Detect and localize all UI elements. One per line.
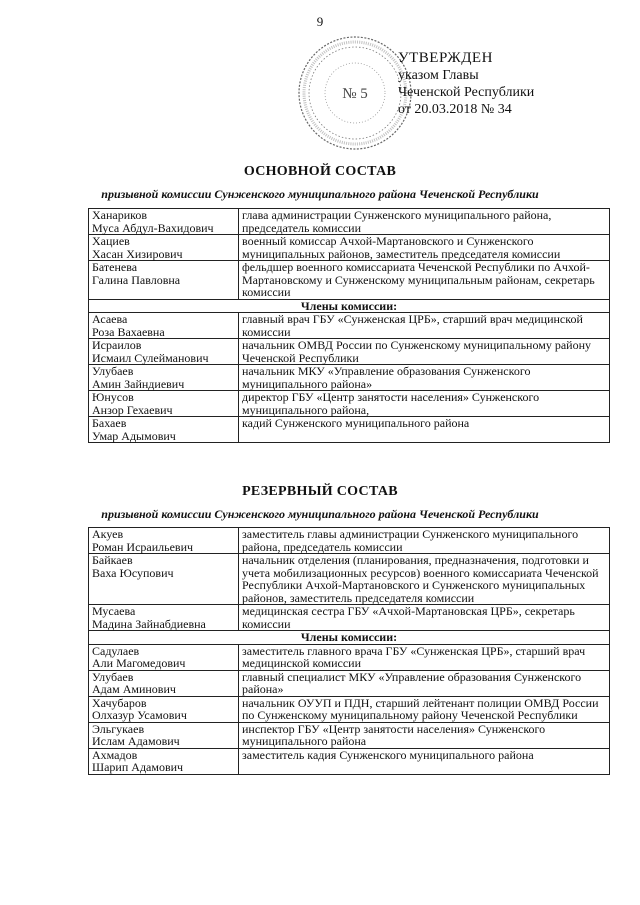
person-surname: Бахаев — [92, 416, 127, 430]
person-surname: Садулаев — [92, 643, 140, 658]
members-header: Члены комиссии: — [89, 299, 610, 313]
main-section-subtitle: призывной комиссии Сунженского муниципального района Чеченской Республики — [101, 187, 539, 201]
person-surname: Исраилов — [92, 338, 142, 352]
person-given-name: Муса Абдул-Вахидович — [92, 220, 214, 235]
page-number: 9 — [316, 14, 324, 29]
person-given-name: Анзор Гехаевич — [92, 402, 173, 417]
table-row — [89, 696, 610, 722]
reserve-section-title: РЕЗЕРВНЫЙ СОСТАВ — [242, 484, 398, 499]
table-row — [89, 748, 610, 774]
person-name-cell — [89, 748, 239, 774]
approval-title: УТВЕРЖДЕН — [398, 50, 493, 66]
person-role-cell: заместитель главного врача ГБУ «Сунженская ЦРБ», старший врач медицинской комиссии — [239, 644, 610, 670]
official-seal — [296, 34, 414, 152]
reserve-roster-table — [88, 527, 610, 775]
person-name-cell — [89, 209, 239, 235]
person-role-cell: военный комиссар Ачхой-Мартановского и Сунженского муниципальных районов, заместитель председателя комиссии — [239, 235, 610, 261]
person-role-cell: главный врач ГБУ «Сунженская ЦРБ», старший врач медицинской комиссии — [239, 313, 610, 339]
person-role-cell: заместитель кадия Сунженского муниципального района — [239, 748, 610, 774]
person-given-name: Галина Павловна — [92, 272, 181, 287]
person-surname: Эльгукаев — [92, 721, 145, 736]
table-row — [89, 528, 610, 554]
person-surname: Асаева — [92, 312, 128, 326]
person-surname: Улубаев — [92, 669, 134, 684]
table-row — [89, 605, 610, 631]
person-surname: Юнусов — [92, 390, 134, 404]
approval-line-1: указом Главы — [398, 68, 479, 83]
person-surname: Мусаева — [92, 604, 136, 618]
person-surname: Акуев — [92, 527, 124, 541]
person-surname: Хачубаров — [92, 695, 147, 710]
table-row — [89, 554, 610, 605]
table-row — [89, 644, 610, 670]
person-name-cell — [89, 339, 239, 365]
approval-line-2: Чеченской Республики — [398, 85, 535, 100]
approval-block — [398, 50, 534, 118]
person-name-cell — [89, 417, 239, 443]
person-name-cell — [89, 696, 239, 722]
person-surname: Ханариков — [92, 208, 148, 222]
person-name-cell — [89, 644, 239, 670]
person-role-cell: начальник отделения (планирования, предназначения, подготовки и учета мобилизационных ресурсов) военного комиссариата Чеченской Республики Ачхой-Мартановского и Сунженского муниципальных районов, заместитель председателя комиссии — [239, 554, 610, 605]
person-given-name: Роман Исраильевич — [92, 539, 194, 554]
table-row — [89, 235, 610, 261]
members-header-row — [89, 299, 610, 313]
person-role-cell: фельдшер военного комиссариата Чеченской Республики по Ачхой-Мартановскому и Сунженскому муниципальным районам, секретарь комиссии — [239, 261, 610, 300]
person-name-cell — [89, 261, 239, 300]
person-surname: Улубаев — [92, 364, 134, 378]
table-row — [89, 365, 610, 391]
person-name-cell — [89, 722, 239, 748]
person-role-cell: глава администрации Сунженского муниципального района, председатель комиссии — [239, 209, 610, 235]
person-given-name: Адам Аминович — [92, 682, 176, 696]
person-role-cell: начальник ОУУП и ПДН, старший лейтенант полиции ОМВД России по Сунженскому муниципальному району Чеченской Республики — [239, 696, 610, 722]
table-row — [89, 261, 610, 300]
table-row — [89, 209, 610, 235]
person-surname: Ахмадов — [92, 747, 138, 762]
person-name-cell — [89, 605, 239, 631]
table-row — [89, 391, 610, 417]
person-role-cell: главный специалист МКУ «Управление образования Сунженского района» — [239, 670, 610, 696]
person-given-name: Хасан Хизирович — [92, 246, 183, 261]
person-surname: Батенева — [92, 260, 138, 274]
person-given-name: Ваха Юсупович — [92, 565, 174, 580]
main-section-title: ОСНОВНОЙ СОСТАВ — [243, 164, 397, 179]
table-row — [89, 313, 610, 339]
person-given-name: Али Магомедович — [92, 656, 186, 670]
approval-line-3: от 20.03.2018 № 34 — [398, 102, 512, 117]
person-name-cell — [89, 391, 239, 417]
person-role-cell: начальник ОМВД России по Сунженскому муниципальному району Чеченской Республики — [239, 339, 610, 365]
person-given-name: Мадина Зайнабдиевна — [92, 616, 206, 631]
person-role-cell: медицинская сестра ГБУ «Ачхой-Мартановская ЦРБ», секретарь комиссии — [239, 605, 610, 631]
person-role-cell: кадий Сунженского муниципального района — [239, 417, 610, 443]
person-given-name: Амин Зайндиевич — [92, 376, 185, 391]
person-surname: Байкаев — [92, 553, 133, 567]
members-header: Члены комиссии: — [89, 631, 610, 645]
person-name-cell — [89, 554, 239, 605]
person-given-name: Ислам Адамович — [92, 734, 180, 748]
person-role-cell: заместитель главы администрации Сунженского муниципального района, председатель комиссии — [239, 528, 610, 554]
person-given-name: Олхазур Усамович — [92, 708, 187, 722]
person-name-cell — [89, 313, 239, 339]
person-given-name: Шарип Адамович — [92, 760, 184, 774]
table-row — [89, 339, 610, 365]
person-name-cell — [89, 365, 239, 391]
person-name-cell — [89, 670, 239, 696]
person-given-name: Умар Адымович — [92, 428, 176, 443]
person-role-cell: начальник МКУ «Управление образования Сунженского муниципального района» — [239, 365, 610, 391]
person-given-name: Исмаил Сулейманович — [92, 350, 209, 365]
person-surname: Хациев — [92, 234, 130, 248]
main-roster-table — [88, 208, 610, 443]
person-given-name: Роза Вахаевна — [92, 324, 165, 339]
person-name-cell — [89, 528, 239, 554]
table-row — [89, 722, 610, 748]
table-row — [89, 670, 610, 696]
person-role-cell: директор ГБУ «Центр занятости населения» Сунженского муниципального района, — [239, 391, 610, 417]
person-role-cell: инспектор ГБУ «Центр занятости населения» Сунженского муниципального района — [239, 722, 610, 748]
members-header-row — [89, 631, 610, 645]
table-row — [89, 417, 610, 443]
person-name-cell — [89, 235, 239, 261]
seal-number: № 5 — [342, 86, 368, 102]
reserve-section-subtitle: призывной комиссии Сунженского муниципального района Чеченской Республики — [101, 507, 539, 521]
